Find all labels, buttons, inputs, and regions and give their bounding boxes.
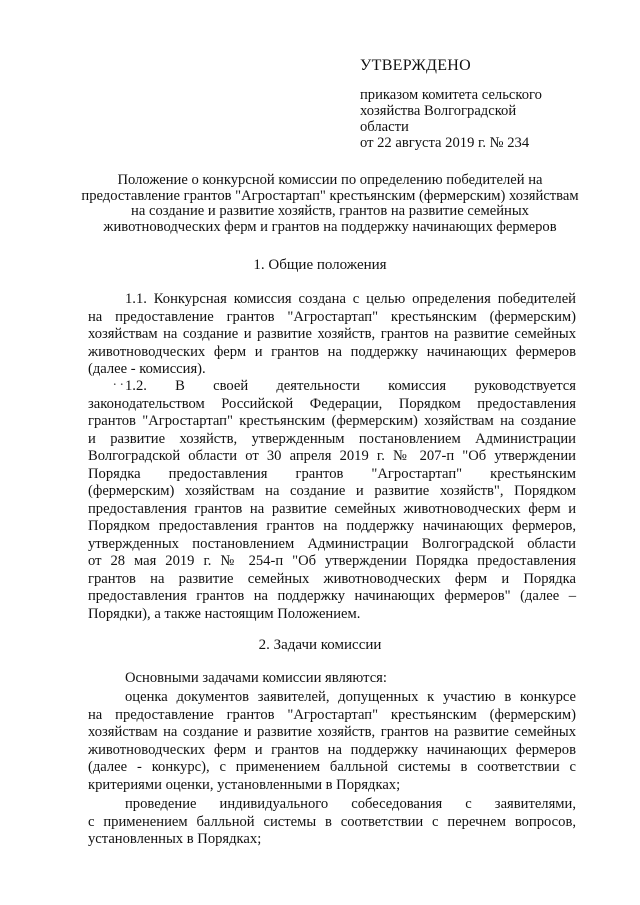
text-line: грантов "Агростартап" крестьянским (фермерским) хозяйствам на создание — [88, 413, 576, 429]
text-line: (далее - комиссия). — [88, 361, 206, 377]
text-line: предоставления грантов на поддержку начинающих фермеров" (далее – — [88, 588, 576, 604]
text-line: Основными задачами комиссии являются: — [125, 670, 387, 686]
text-line: и развитие хозяйств, утвержденным постановлением Администрации — [88, 430, 576, 447]
document-title — [70, 173, 590, 235]
text-line: Порядка предоставления грантов "Агростартап" крестьянским — [88, 465, 576, 482]
text-line: животноводческих ферм и грантов на поддержку начинающих фермеров — [88, 343, 576, 360]
text-line: оценка документов заявителей, допущенных к участию в конкурсе — [125, 689, 576, 705]
title-line: предоставление грантов "Агростартап" крестьянским (фермерским) хозяйствам — [81, 187, 579, 204]
approval-line: приказом комитета сельского — [360, 87, 542, 103]
text-line: (фермерским) хозяйствам на создание и развитие хозяйств", Порядком — [88, 483, 576, 499]
text-line: на предоставление грантов "Агростартап" крестьянским (фермерским) — [88, 706, 576, 723]
task-evaluation — [88, 689, 576, 794]
title-line: животноводческих ферм и грантов на поддержку начинающих фермеров — [103, 218, 557, 235]
text-line: предоставления грантов на развитие семейных животноводческих ферм и — [88, 500, 576, 517]
section-2-intro — [88, 670, 576, 688]
approval-heading: УТВЕРЖДЕНО — [360, 57, 472, 74]
paragraph-1-2 — [88, 378, 576, 623]
text-line: критериями оценки, установленными в Порядках; — [88, 776, 401, 793]
text-line: Волгоградской области от 30 апреля 2019 г. № 207-п "Об утверждении — [88, 448, 576, 464]
text-line: хозяйствам на создание и развитие хозяйств, грантов на развитие семейных — [88, 326, 576, 342]
text-line: Порядки), а также настоящим Положением. — [88, 605, 361, 622]
text-line: животноводческих ферм и грантов на поддержку начинающих фермеров — [88, 741, 576, 758]
text-line: (далее - конкурс), с применением балльной системы в соответствии с — [88, 759, 576, 775]
approval-line: от 22 августа 2019 г. № 234 — [360, 135, 530, 151]
task-interview — [88, 796, 576, 849]
text-line: от 28 мая 2019 г. № 254-п "Об утверждении Порядка предоставления — [88, 553, 576, 569]
approval-line: хозяйства Волгоградской — [360, 103, 517, 119]
scan-mark: . . — [113, 374, 124, 389]
text-line: хозяйствам на создание и развитие хозяйств, грантов на развитие семейных — [88, 724, 576, 740]
text-line: установленных в Порядках; — [88, 831, 262, 847]
approval-block — [360, 58, 610, 151]
title-line: Положение о конкурсной комиссии по определению победителей на — [117, 172, 543, 188]
text-line: на предоставление грантов "Агростартап" крестьянским (фермерским) — [88, 308, 576, 325]
section-1-heading: 1. Общие положения — [253, 257, 387, 273]
text-line: проведение индивидуального собеседования с заявителями, — [125, 796, 576, 812]
text-line: с применением балльной системы в соответствии с перечнем вопросов, — [88, 813, 576, 830]
text-line: законодательством Российской Федерации, Порядком предоставления — [88, 395, 576, 412]
approval-line: области — [360, 119, 409, 135]
text-line: Порядком предоставления грантов на поддержку начинающих фермеров, — [88, 518, 576, 534]
text-line: 1.1. Конкурсная комиссия создана с целью определения победителей — [125, 291, 576, 307]
section-2-heading: 2. Задачи комиссии — [258, 637, 382, 653]
title-line: на создание и развитие хозяйств, грантов на развитие семейных — [131, 203, 529, 219]
paragraph-1-1 — [88, 291, 576, 379]
text-line: 1.2. В своей деятельности комиссия руководствуется — [125, 378, 576, 394]
text-line: грантов на развитие семейных животноводческих ферм и Порядка — [88, 570, 576, 587]
text-line: утвержденных постановлением Администрации Волгоградской области — [88, 535, 576, 552]
